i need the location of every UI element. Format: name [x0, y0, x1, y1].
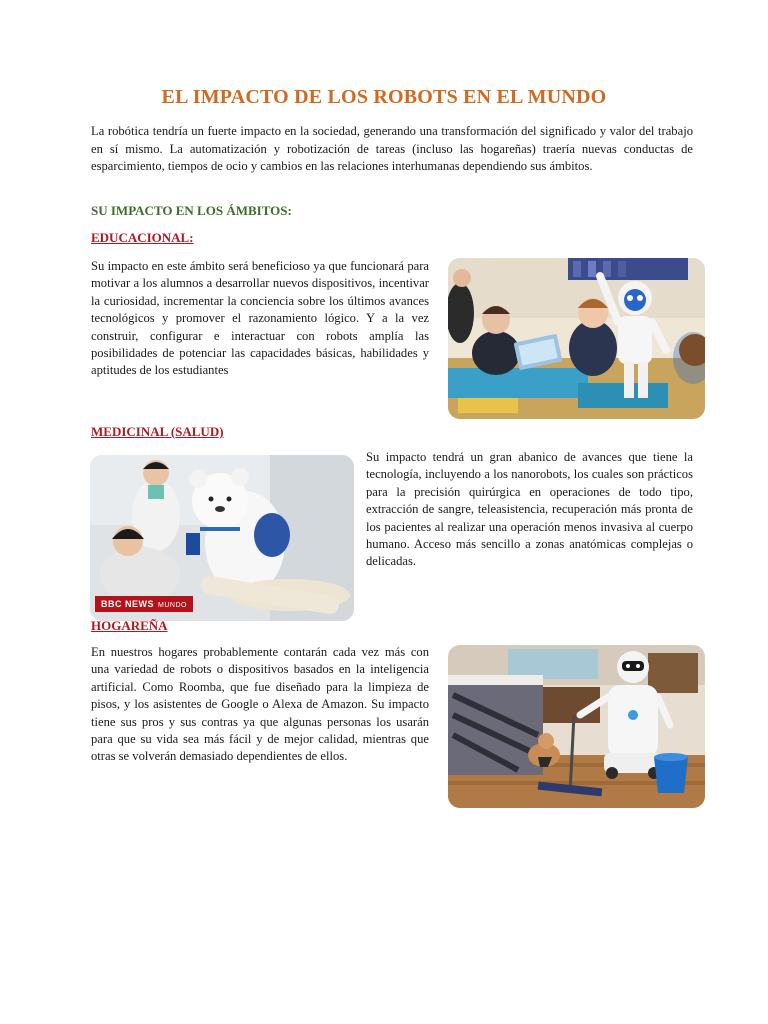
bbc-news-badge-sub: MUNDO [158, 602, 187, 609]
bbc-news-badge [95, 596, 193, 612]
educacional-text: Su impacto en este ámbito será beneficioso ya que funcionará para motivar a los alumnos a desarrollar nuevos dispositivos, incentivar la curiosidad, incrementar la conciencia sobre los últimos avances tecnológicos y promover el razonamiento lógico. Y a la vez construir, configurar e interactuar con robots amplía las posibilidades de potenciar las capacidades básicas, habilidades y aptitudes de los estudiantes [91, 259, 429, 378]
intro-paragraph: La robótica tendría un fuerte impacto en la sociedad, generando una transformación del significado y valor del trabajo en sí mismo. La automatización y robotización de tareas (incluso las hogareñas) traería nuevas conductas de esparcimiento, tiempos de ocio y cambios en las relaciones interhumanas dependiendo sus ámbitos. [91, 124, 693, 173]
section-heading: SU IMPACTO EN LOS ÁMBITOS: [91, 203, 292, 218]
heading-educacional: EDUCACIONAL: [91, 230, 194, 245]
hogarena-text: En nuestros hogares probablemente contarán cada vez más con una variedad de robots o dispositivos basados en la inteligencia artificial. Como Roomba, que fue diseñado para la limpieza de pisos, y los asistentes de Google o Alexa de Amazon. Su impacto tiene sus pros y sus contras ya que algunas personas los usarán para que su vida sea más fácil y de mejor calidad, mientras que otras se volverán demasiado dependientes de ellos. [91, 645, 429, 764]
medicinal-text: Su impacto tendrá un gran abanico de avances que tiene la tecnología, incluyendo a los nanorobots, los cuales son prácticos para la precisión quirúrgica en operaciones de todo tipo, extracción de sangre, teleasistencia, recuperación más pronta de los pacientes al realizar una operación menos invasiva al cuerpo humano. Acceso más sencillo a zonas anatómicas complejas o delicadas. [366, 450, 693, 569]
home-robot-photo [448, 645, 705, 808]
bbc-news-badge-text: BBC NEWS [101, 599, 154, 609]
education-robot-photo [448, 258, 705, 419]
heading-hogarena: HOGAREÑA [91, 618, 168, 633]
medical-robot-photo [90, 455, 354, 621]
page-title: EL IMPACTO DE LOS ROBOTS EN EL MUNDO [161, 86, 607, 108]
heading-medicinal: MEDICINAL (SALUD) [91, 424, 224, 439]
